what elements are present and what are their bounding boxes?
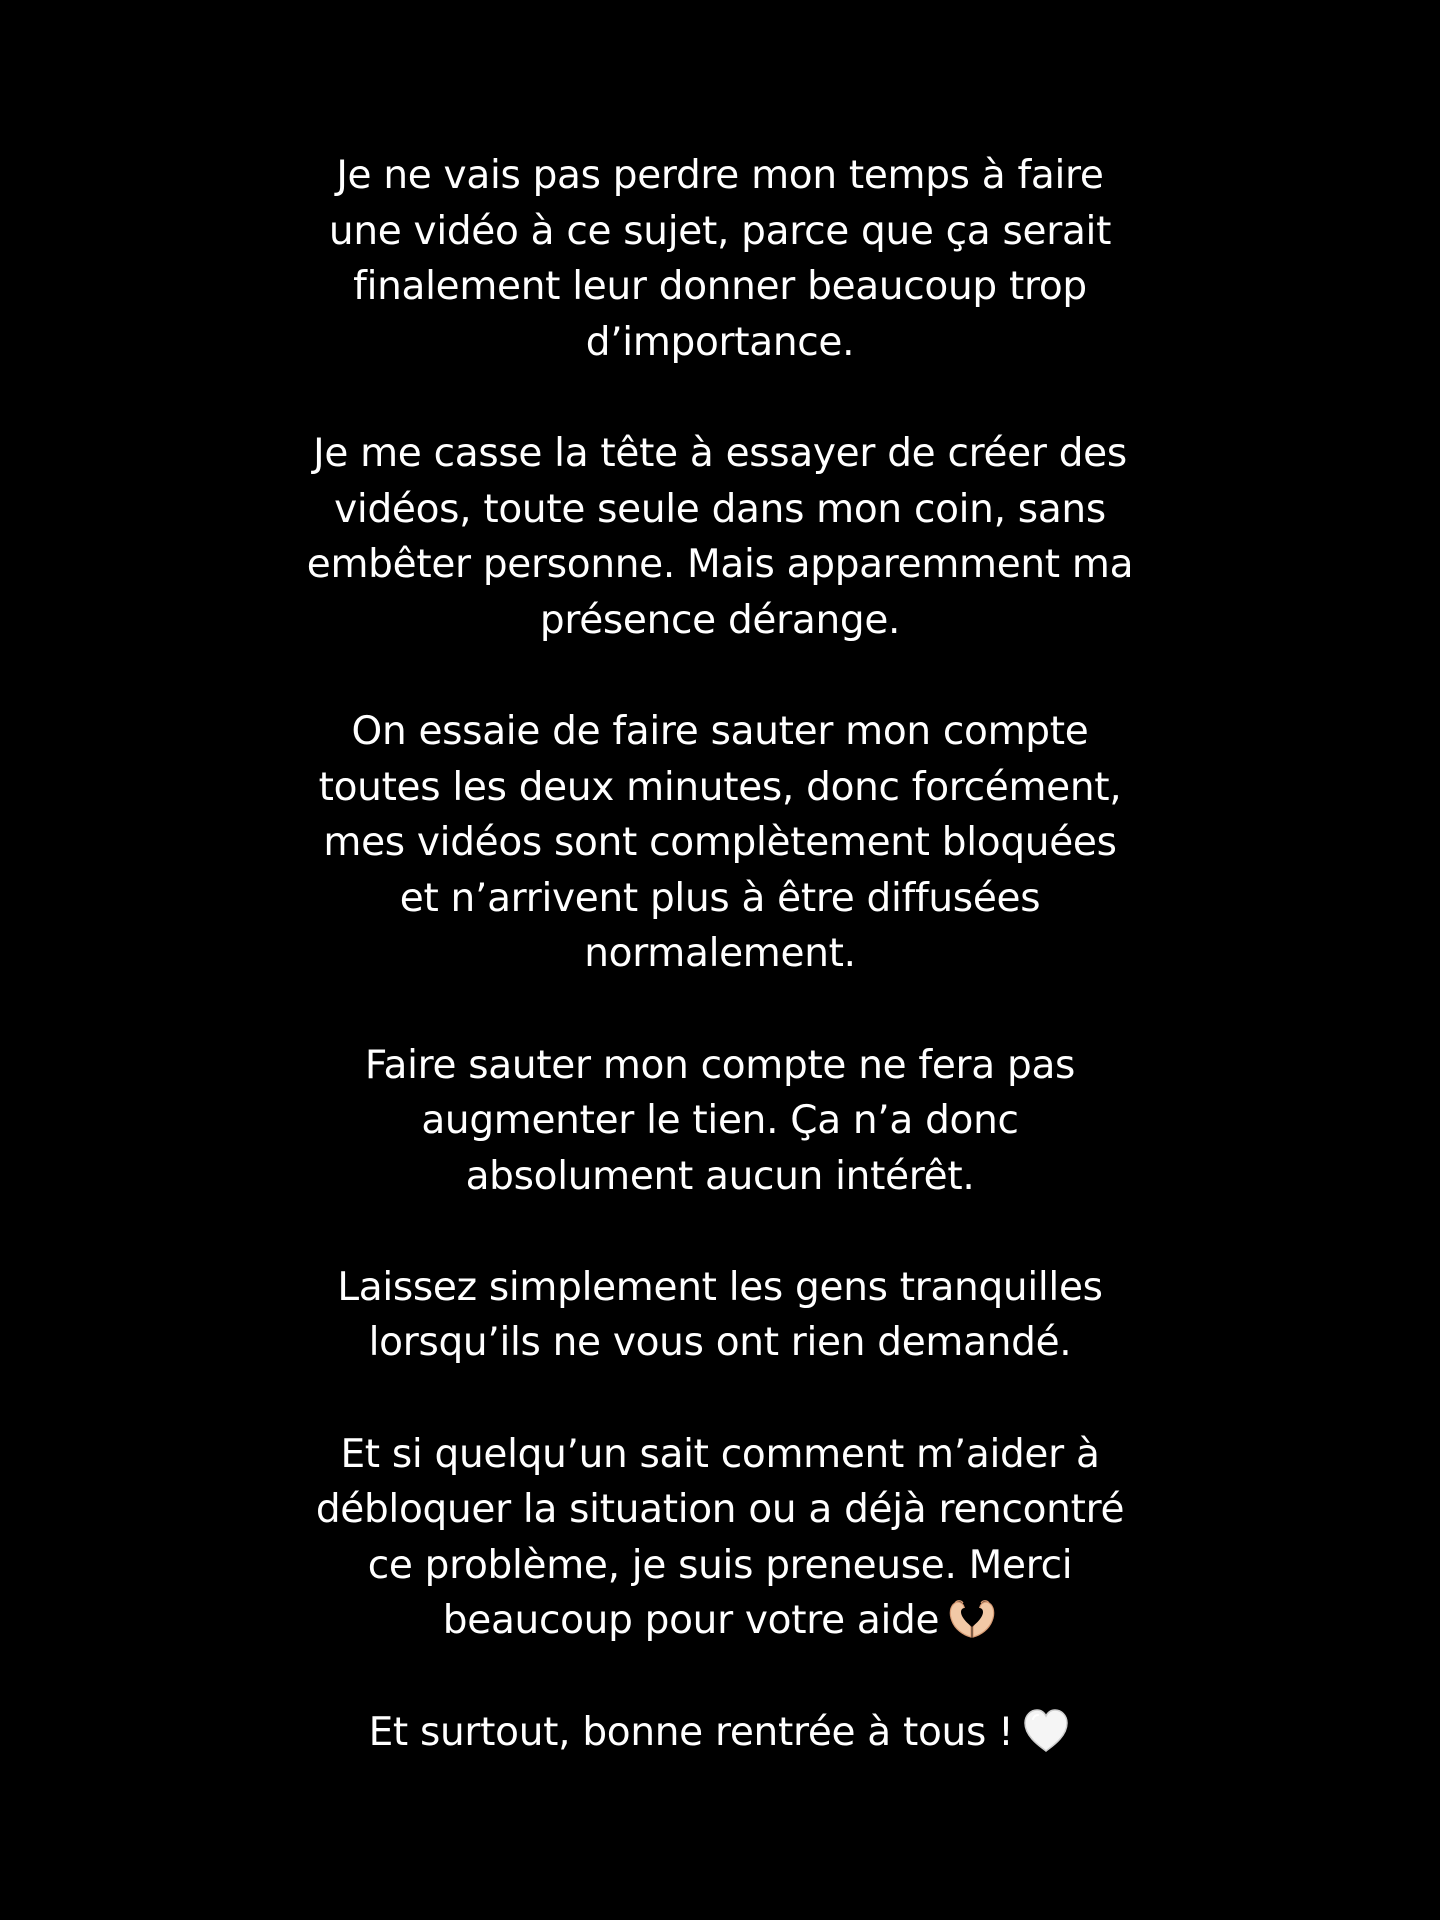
paragraph-1	[240, 148, 1200, 370]
text-line: On essaie de faire sauter mon compte	[351, 708, 1089, 754]
text-line-with-emoji	[240, 1705, 1200, 1761]
paragraph-spacer	[240, 1204, 1200, 1260]
text-line: augmenter le tien. Ça n’a donc	[421, 1098, 1019, 1144]
text-line: normalement.	[584, 931, 856, 977]
paragraph-5	[240, 1260, 1200, 1371]
paragraph-spacer	[240, 1371, 1200, 1427]
text-line: et n’arrivent plus à être diffusées	[399, 875, 1041, 921]
story-text-block	[240, 148, 1200, 1760]
text-line: vidéos, toute seule dans mon coin, sans	[334, 486, 1106, 532]
heart-hands-emoji-icon	[947, 1597, 997, 1641]
paragraph-spacer	[240, 370, 1200, 426]
text-line: une vidéo à ce sujet, parce que ça serait	[328, 208, 1112, 254]
paragraph-spacer	[240, 648, 1200, 704]
paragraph-2	[240, 426, 1200, 648]
text-line: présence dérange.	[539, 597, 901, 643]
text-line: débloquer la situation ou a déjà rencontré	[315, 1487, 1125, 1533]
text-line: Et surtout, bonne rentrée à tous !	[368, 1709, 1014, 1755]
text-line: Faire sauter mon compte ne fera pas	[364, 1042, 1076, 1088]
text-line: Laissez simplement les gens tranquilles	[337, 1264, 1103, 1310]
paragraph-7	[240, 1705, 1200, 1761]
paragraph-3	[240, 704, 1200, 982]
text-line: mes vidéos sont complètement bloquées	[323, 820, 1117, 866]
text-line: Je me casse la tête à essayer de créer des	[313, 430, 1127, 476]
text-line-with-emoji	[240, 1593, 1200, 1649]
paragraph-spacer	[240, 1649, 1200, 1705]
text-line: embêter personne. Mais apparemment ma	[306, 542, 1134, 588]
text-line: Je ne vais pas perdre mon temps à faire	[336, 153, 1104, 198]
text-line: Et si quelqu’un sait comment m’aider à	[340, 1431, 1100, 1477]
paragraph-6	[240, 1427, 1200, 1649]
paragraph-spacer	[240, 982, 1200, 1038]
paragraph-4	[240, 1038, 1200, 1205]
text-line: beaucoup pour votre aide	[442, 1598, 940, 1644]
text-line: finalement leur donner beaucoup trop	[353, 264, 1087, 310]
text-line: lorsqu’ils ne vous ont rien demandé.	[368, 1320, 1072, 1366]
text-line: d’importance.	[585, 319, 855, 365]
text-line: toutes les deux minutes, donc forcément,	[318, 764, 1122, 810]
white-heart-emoji-icon	[1021, 1707, 1071, 1755]
text-line: ce problème, je suis preneuse. Merci	[367, 1542, 1073, 1588]
text-line: absolument aucun intérêt.	[465, 1153, 975, 1199]
